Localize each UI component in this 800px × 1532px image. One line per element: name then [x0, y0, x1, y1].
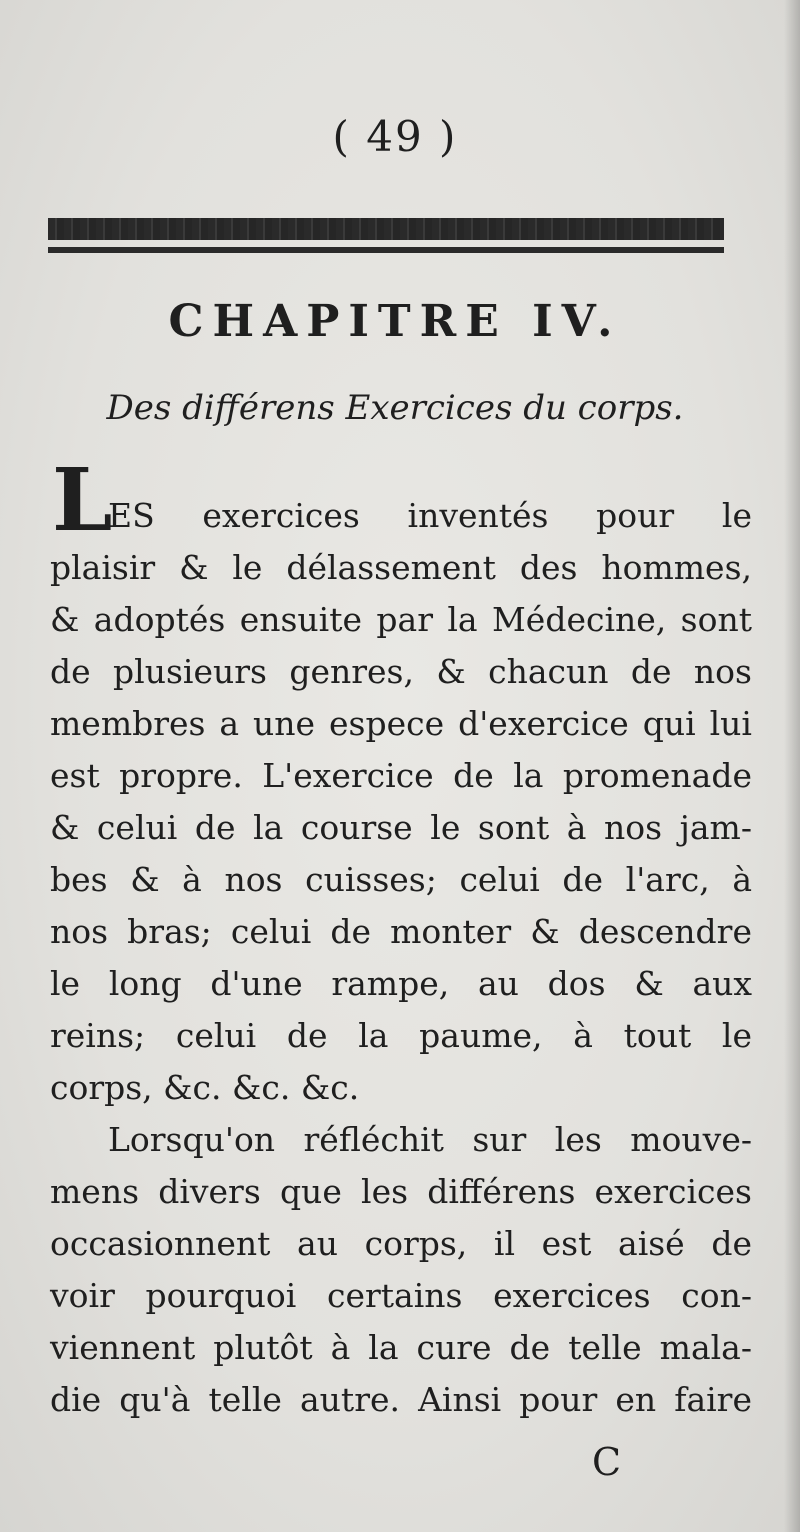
drop-cap: L: [52, 450, 113, 551]
text-line-8: bes & à nos cuisses; celui de l'arc, à: [50, 860, 752, 899]
text-line-18: die qu'à telle autre. Ainsi pour en faire: [50, 1380, 752, 1419]
text-line-10: le long d'une rampe, au dos & aux: [50, 964, 752, 1003]
text-line-12: corps, &c. &c. &c.: [50, 1068, 360, 1107]
text-line-17: viennent plutôt à la cure de telle mala-: [50, 1328, 752, 1367]
chapter-title: CHAPITRE IV.: [168, 296, 622, 347]
text-line-3: & adoptés ensuite par la Médecine, sont: [50, 600, 752, 639]
text-line-7: & celui de la course le sont à nos jam-: [50, 808, 752, 847]
text-line-16: voir pourquoi certains exercices con-: [50, 1276, 752, 1315]
header-rule-thin: [48, 247, 724, 253]
text-line-2: plaisir & le délassement des hommes,: [50, 548, 752, 587]
text-line-1: ES exercices inventés pour le: [108, 496, 752, 535]
text-line-9: nos bras; celui de monter & descendre: [50, 912, 752, 951]
page-number: ( 49 ): [332, 112, 458, 161]
signature-mark: C: [592, 1440, 622, 1484]
text-line-14: mens divers que les différens exercices: [50, 1172, 752, 1211]
text-line-15: occasionnent au corps, il est aisé de: [50, 1224, 752, 1263]
page-edge-shadow: [784, 0, 800, 1532]
header-rule-thick: [48, 218, 724, 240]
text-line-11: reins; celui de la paume, à tout le: [50, 1016, 752, 1055]
text-line-4: de plusieurs genres, & chacun de nos: [50, 652, 752, 691]
text-line-6: est propre. L'exercice de la promenade: [50, 756, 752, 795]
text-line-5: membres a une espece d'exercice qui lui: [50, 704, 752, 743]
text-line-13: Lorsqu'on réfléchit sur les mouve-: [108, 1120, 752, 1159]
chapter-subtitle: Des différens Exercices du corps.: [106, 388, 684, 428]
